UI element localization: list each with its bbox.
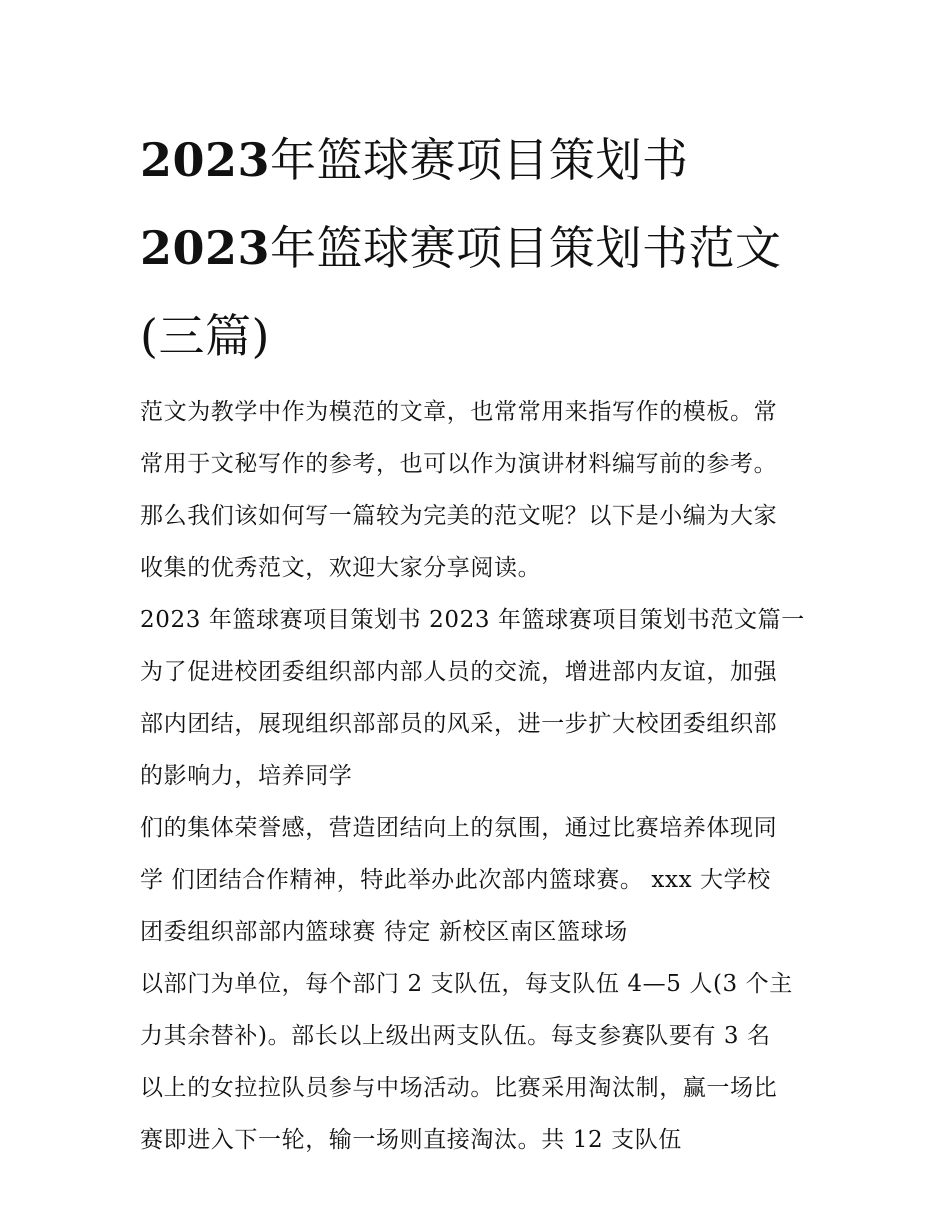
title-text-3: (三篇) bbox=[140, 309, 270, 363]
document-page bbox=[140, 116, 820, 1166]
title-year-2: 2023 bbox=[140, 221, 271, 275]
body-line: 收集的优秀范文，欢迎大家分享阅读。 bbox=[140, 555, 542, 581]
body-line: 2023 年篮球赛项目策划书 2023 年篮球赛项目策划书范文篇一 bbox=[140, 607, 805, 633]
body-line: 部内团结，展现组织部部员的风采，进一步扩大校团委组织部 bbox=[140, 711, 778, 737]
body-line: 赛即进入下一轮，输一场则直接淘汰。共 12 支队伍 bbox=[140, 1127, 682, 1153]
title-year-1: 2023 bbox=[140, 133, 271, 187]
title-line-3 bbox=[140, 292, 820, 380]
body-line: 团委组织部部内篮球赛 待定 新校区南区篮球场 bbox=[140, 919, 628, 945]
body-line: 常用于文秘写作的参考，也可以作为演讲材料编写前的参考。 bbox=[140, 451, 778, 477]
body-line: 以上的女拉拉队员参与中场活动。比赛采用淘汰制，赢一场比 bbox=[140, 1075, 778, 1101]
title-line-1 bbox=[140, 116, 820, 204]
body-line: 们的集体荣誉感，营造团结向上的氛围，通过比赛培养体现同 bbox=[140, 815, 778, 841]
body-line: 那么我们该如何写一篇较为完美的范文呢？以下是小编为大家 bbox=[140, 503, 778, 529]
title-text-2: 年篮球赛项目策划书范文 bbox=[270, 221, 782, 275]
body-line: 学 们团结合作精神，特此举办此次部内篮球赛。 xxx 大学校 bbox=[140, 867, 771, 893]
body-line: 范文为教学中作为模范的文章，也常常用来指写作的模板。常 bbox=[140, 399, 778, 425]
document-title bbox=[140, 116, 820, 380]
title-line-2 bbox=[140, 204, 820, 292]
body-line: 以部门为单位，每个部门 2 支队伍，每支队伍 4—5 人(3 个主 bbox=[140, 971, 793, 997]
title-text-1: 年篮球赛项目策划书 bbox=[270, 133, 689, 187]
body-line: 为了促进校团委组织部内部人员的交流，增进部内友谊，加强 bbox=[140, 659, 778, 685]
body-line: 力其余替补)。部长以上级出两支队伍。每支参赛队要有 3 名 bbox=[140, 1023, 771, 1049]
body-line: 的影响力，培养同学 bbox=[140, 763, 353, 789]
document-body bbox=[140, 386, 820, 1166]
